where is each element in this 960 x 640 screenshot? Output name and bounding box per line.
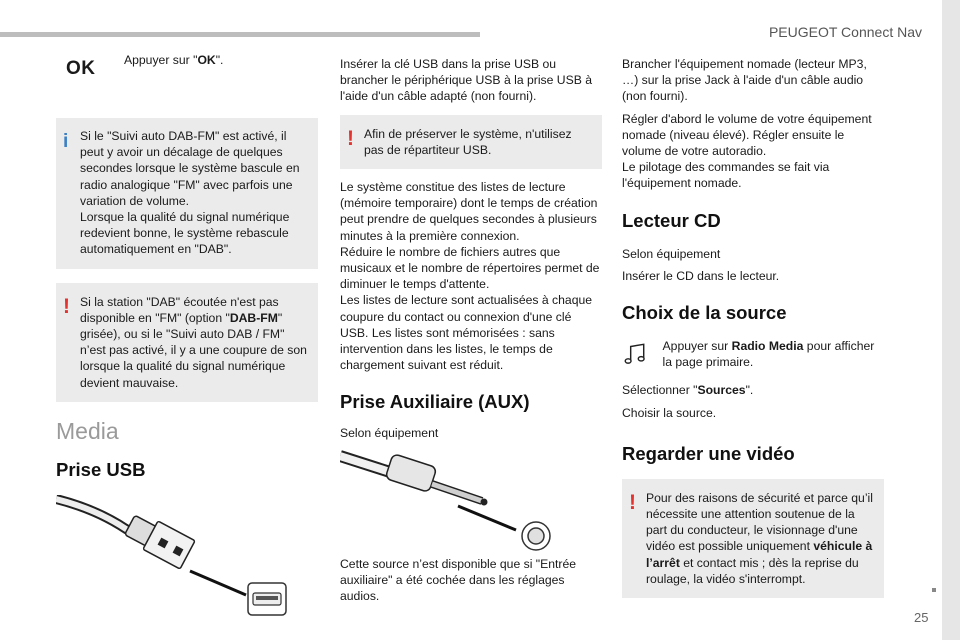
column-1 xyxy=(56,52,318,625)
ok-instruction xyxy=(56,52,318,80)
playlist-text-1: Le système constitue des listes de lecture (mémoire temporaire) dont le temps de création peut prendre de quelques secondes à plusieurs minutes à la première connexion. xyxy=(340,180,598,243)
warning-text: Afin de préserver le système, n'utilisez pas de répartiteur USB. xyxy=(364,126,572,157)
playlist-text-2: Réduire le nombre de fichiers autres que musicaux et le nombre de répertoires permet de diminuer le temps d'attente. xyxy=(340,244,600,292)
usb-heading: Prise USB xyxy=(56,458,146,480)
info-icon: i xyxy=(63,131,69,152)
column-2 xyxy=(340,52,602,604)
music-note-icon xyxy=(622,338,663,368)
warning-icon: ! xyxy=(629,490,636,514)
warning-box-dab xyxy=(56,283,318,402)
video-heading: Regarder une vidéo xyxy=(622,442,795,464)
cd-equipment: Selon équipement xyxy=(622,246,721,261)
jack-plug-icon xyxy=(340,453,488,505)
header-bar xyxy=(0,32,480,37)
ok-text: Appuyer sur "OK". xyxy=(124,53,224,67)
usb-plug-icon xyxy=(56,499,195,569)
usb-port-icon xyxy=(248,583,286,615)
aux-control-text: Le pilotage des commandes se fait via l'équipement nomade. xyxy=(622,160,830,191)
cd-heading: Lecteur CD xyxy=(622,209,721,231)
warning-box-video xyxy=(622,479,884,598)
header-title: PEUGEOT Connect Nav xyxy=(768,24,922,40)
warning-icon: ! xyxy=(63,294,70,318)
warning-text: Si la station "DAB" écoutée n'est pas disponible en "FM" (option "DAB-FM" grisée), ou si le "Suivi auto DAB / FM" n’est pas activé, il y a une coupure de son lorsque la qualité du signal numérique devient mauvaise. xyxy=(80,294,307,390)
column-3 xyxy=(622,52,884,598)
warning-icon: ! xyxy=(347,126,354,150)
warning-text: Pour des raisons de sécurité et parce qu’il nécessite une attention soutenue de la part du conducteur, le visionnage d'une vidéo est possible uniquement véhicule à l’arrêt et contact mis ; dès la reprise du roulage, la vidéo s'interrompt. xyxy=(646,490,873,586)
media-heading: Media xyxy=(56,417,119,444)
select-sources-text: Sélectionner "Sources". xyxy=(622,383,754,398)
info-text: Si le "Suivi auto DAB-FM" est activé, il peut y avoir un décalage de quelques secondes lorsque le système bascule en radio analogique "FM" avec parfois une variation de volume. xyxy=(80,129,300,208)
info-text-2: Lorsque la qualité du signal numérique redevient bonne, le système rebascule automatiquement en "DAB". xyxy=(80,210,290,257)
radio-media-instruction xyxy=(622,338,884,370)
cd-insert: Insérer le CD dans le lecteur. xyxy=(622,268,780,283)
source-heading: Choix de la source xyxy=(622,302,787,324)
aux-heading: Prise Auxiliaire (AUX) xyxy=(340,391,530,413)
usb-illustration xyxy=(56,495,296,625)
ok-icon: OK xyxy=(66,58,96,79)
page-marker xyxy=(932,588,936,592)
aux-note: Cette source n’est disponible que si "Entrée auxiliaire" a été cochée dans les réglages audios. xyxy=(340,556,577,604)
info-box-dab-fm xyxy=(56,118,318,269)
radio-media-text: Appuyer sur Radio Media pour afficher la page primaire. xyxy=(662,339,875,370)
usb-intro: Insérer la clé USB dans la prise USB ou brancher le périphérique USB à la prise USB à l'aide d'un câble adapté (non fourni). xyxy=(340,57,593,104)
page-sidebar xyxy=(942,0,960,640)
warning-box-usb xyxy=(340,115,602,169)
aux-connect-text: Brancher l'équipement nomade (lecteur MP3, …) sur la prise Jack à l'aide d'un câble audio (non fourni). xyxy=(622,57,867,104)
page-number: 25 xyxy=(914,610,929,625)
playlist-text-3: Les listes de lecture sont actualisées à chaque coupure du contact ou connexion d'une clé USB. Les listes sont mémorisées : sans intervention dans les listes, le temps de chargement suivant est réduit. xyxy=(340,293,593,373)
aux-equipment: Selon équipement xyxy=(340,426,439,441)
choose-source-text: Choisir la source. xyxy=(622,405,717,420)
jack-illustration xyxy=(340,446,560,554)
jack-socket-icon xyxy=(522,522,550,550)
aux-volume-text: Régler d'abord le volume de votre équipement nomade (niveau élevé). Régler ensuite le volume de votre autoradio. xyxy=(622,111,872,159)
